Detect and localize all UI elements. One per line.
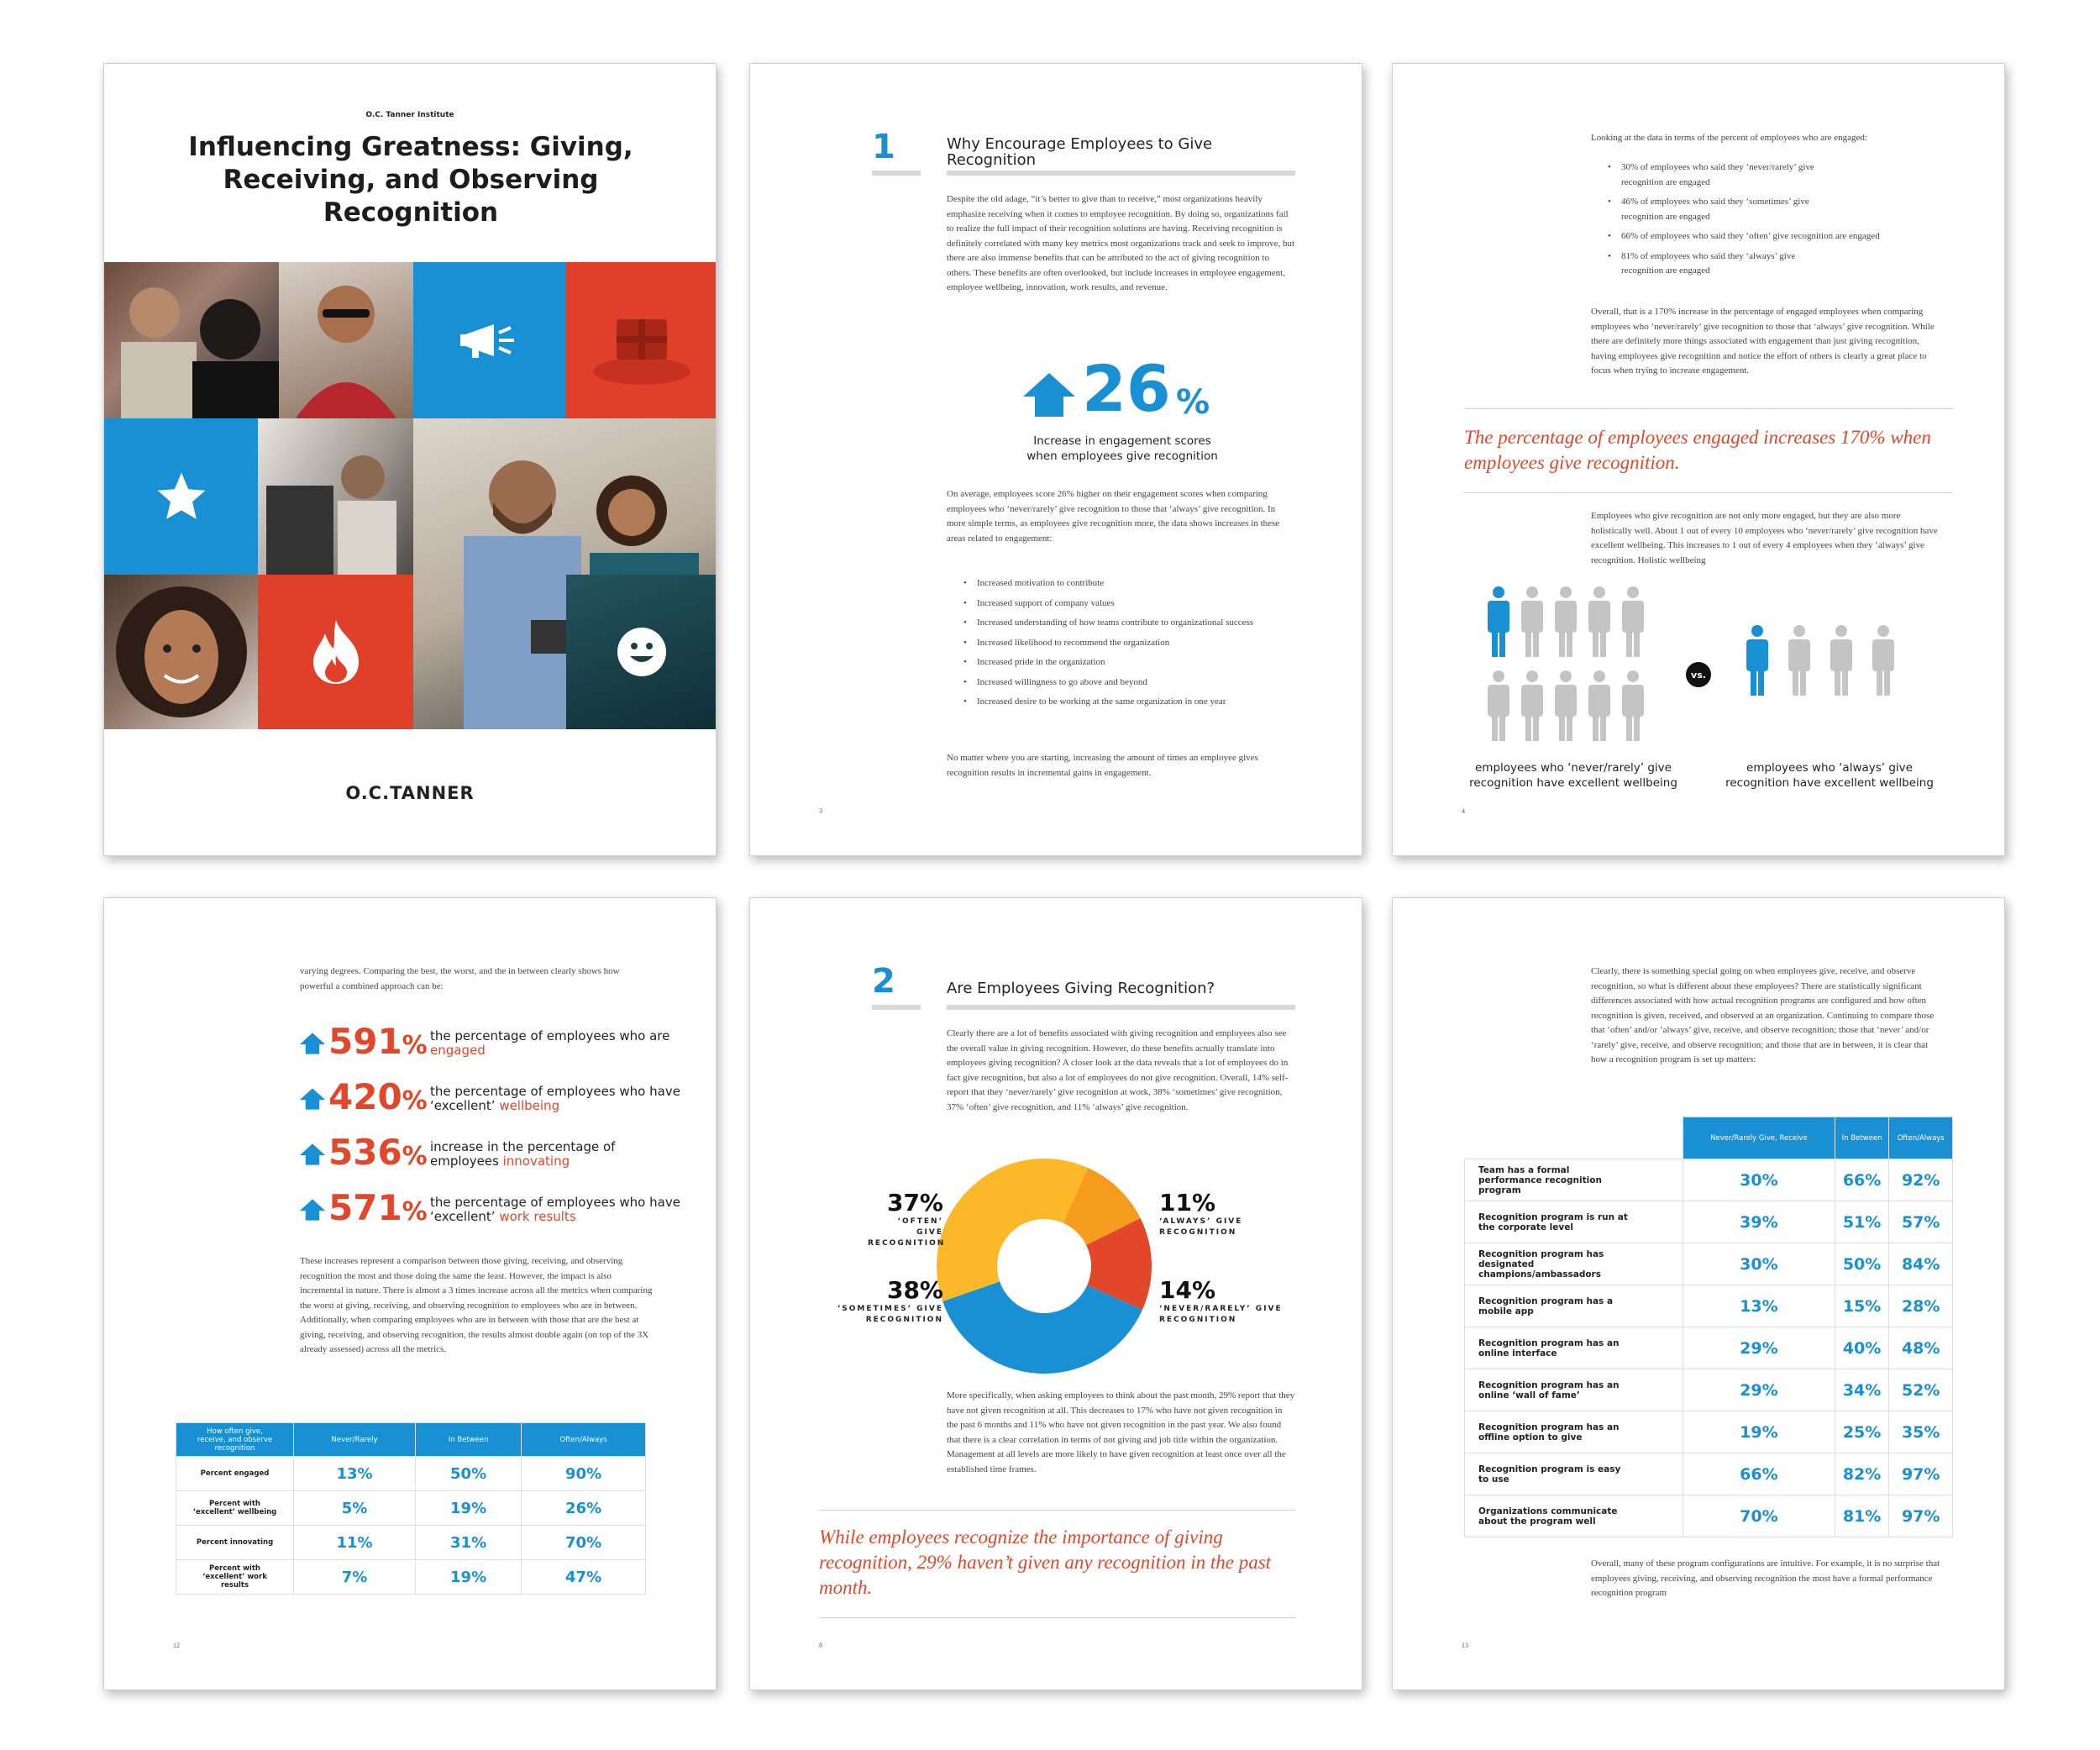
megaphone-icon xyxy=(460,319,519,361)
person-icon xyxy=(1488,586,1509,657)
list-item: • 46% of employees who said they ‘sometimes’ give recognition are engaged xyxy=(1608,195,1952,224)
table-cell: 29% xyxy=(1683,1327,1835,1369)
publisher: O.C. Tanner Institute xyxy=(365,111,454,119)
section-rule xyxy=(947,1005,1295,1010)
donut-label-never-rarely: 14% ‘NEVER/RARELY’ GIVE RECOGNITION xyxy=(1159,1276,1283,1324)
megaphone-tile xyxy=(413,262,566,418)
table-cell: 15% xyxy=(1835,1285,1889,1327)
table-row xyxy=(1465,1159,1953,1201)
caption-never-rarely: employees who ‘never/rarely’ give recognition have excellent wellbeing xyxy=(1469,761,1677,790)
recognition-frequency-table xyxy=(176,1422,646,1595)
intro-text: varying degrees. Comparing the best, the worst, and the in between clearly shows how powerful a combined approach can be: xyxy=(300,966,620,991)
vs-badge: vs. xyxy=(1686,662,1711,687)
person-icon xyxy=(1555,586,1577,657)
cover-title xyxy=(155,131,667,229)
list-item: • Increased understanding of how teams contribute to organizational success xyxy=(963,616,1299,631)
person-icon xyxy=(1555,670,1577,741)
up-arrow-icon xyxy=(1023,373,1075,417)
flame-icon xyxy=(308,618,364,686)
row-label: Team has a formal performance recognition program xyxy=(1465,1159,1683,1201)
person-icon xyxy=(1521,670,1543,741)
table-row xyxy=(1465,1495,1953,1537)
page-4 xyxy=(1392,63,2005,856)
row-label: Recognition program has an online ‘wall of fame’ xyxy=(1465,1369,1683,1411)
up-arrow-icon xyxy=(300,1143,325,1165)
table-row: Percent innovating 11% 31% 70% xyxy=(176,1526,646,1560)
person-icon xyxy=(1872,625,1894,696)
donut-label-always: 11% ‘ALWAYS’ GIVE RECOGNITION xyxy=(1159,1189,1243,1237)
section-title: Why Encourage Employees to Give Recognition xyxy=(947,135,1213,169)
title-line: Influencing Greatness: Giving, xyxy=(188,132,633,162)
person-icon xyxy=(1488,670,1509,741)
person-icon xyxy=(1788,625,1810,696)
table-row: Percent engaged 13% 50% 90% xyxy=(176,1457,646,1491)
person-icon xyxy=(1622,586,1644,657)
donut-slice xyxy=(937,1159,1088,1301)
list-item: • 30% of employees who said they ‘never/rarely’ give recognition are engaged xyxy=(1608,160,1952,190)
flame-tile xyxy=(258,575,413,729)
table-cell: 70% xyxy=(1683,1495,1835,1537)
stat-value: 26 xyxy=(1082,351,1171,426)
table-cell: 13% xyxy=(1683,1285,1835,1327)
section-number: 2 xyxy=(872,962,895,1001)
divider xyxy=(1464,408,1953,409)
list-item: • Increased willingness to go above and beyond xyxy=(963,675,1299,691)
paragraph-3: No matter where you are starting, increasing the amount of times an employee gives recognition results in incremental gains in engagement. xyxy=(947,753,1258,778)
list-item: • Increased desire to be working at the same organization in one year xyxy=(963,695,1299,710)
table-header: Never/Rarely xyxy=(294,1423,416,1457)
table-header: In Between xyxy=(1835,1117,1889,1159)
photo-smiling-man xyxy=(279,262,413,418)
page-8 xyxy=(749,897,1362,1690)
table-cell: 35% xyxy=(1889,1411,1953,1453)
list-item: • Increased support of company values xyxy=(963,596,1299,612)
page-12 xyxy=(103,897,717,1690)
page-13 xyxy=(1392,897,2005,1690)
table-cell: 30% xyxy=(1683,1159,1835,1201)
stat-value: 536% xyxy=(328,1132,428,1173)
stat-label: the percentage of employees who have ‘excellent’ work results xyxy=(430,1195,680,1224)
donut-label-often: 37% ‘OFTEN’ GIVE RECOGNITION xyxy=(868,1189,946,1248)
table-cell: 29% xyxy=(1683,1369,1835,1411)
stat-caption: Increase in engagement scores when employees give recognition xyxy=(1026,434,1218,463)
table-row xyxy=(1465,1411,1953,1453)
donut-label-sometimes: 38% ‘SOMETIMES’ GIVE RECOGNITION xyxy=(837,1276,943,1324)
person-icon xyxy=(1588,670,1610,741)
table-cell: 57% xyxy=(1889,1201,1953,1243)
person-icon xyxy=(1622,670,1644,741)
table-cell: 97% xyxy=(1889,1453,1953,1495)
people-graphic-never-rarely xyxy=(1485,586,1662,754)
page-3 xyxy=(749,63,1362,856)
table-row xyxy=(1465,1453,1953,1495)
row-label: Recognition program has a mobile app xyxy=(1465,1285,1683,1327)
table-header: In Between xyxy=(416,1423,522,1457)
stat-unit: % xyxy=(1176,383,1210,422)
table-cell: 19% xyxy=(1683,1411,1835,1453)
table-row xyxy=(1465,1327,1953,1369)
paragraph-2: More specifically, when asking employees to think about the past month, 29% report that they have not given recognition at all. This decreases to 17% who have not given recognition in the past 6 months and 11% who have not given recognition in the past year. We also found that there is a clear correlation in terms of not giving and job title within the organization. Management at all levels are more likely to have given recognition at least once over all the established time frames. xyxy=(947,1390,1295,1474)
person-icon xyxy=(1521,586,1543,657)
smiley-icon xyxy=(616,626,668,678)
table-cell: 48% xyxy=(1889,1327,1953,1369)
table-row xyxy=(1465,1201,1953,1243)
paragraph-2: Overall, that is a 170% increase in the percentage of engaged employees when comparing employees who ‘never/rarely’ give recognition to those that ‘always’ give recognition. While there are definitely more things associated with engagement than just giving recognition, having employees give recognition and notice the effort of others is clearly a great place to focus when trying to increase engagement. xyxy=(1591,307,1935,376)
up-arrow-icon xyxy=(300,1199,325,1221)
engagement-bullet-list xyxy=(963,576,1299,715)
paragraph: These increases represent a comparison between those giving, receiving, and observing recognition the most and those doing the same the least. However, the impact is also incremental in nature. There is almost a 3 times increase across all the metrics when comparing the worst at giving, receiving, and observing recognition to employees who are in between. Additionally, when comparing employees who are in between with those that are the best at giving, receiving, and observing recognition, the results almost double again (on top of the 3X already assessed) across all the metrics. xyxy=(300,1256,653,1354)
star-icon xyxy=(152,468,211,525)
table-cell: 40% xyxy=(1835,1327,1889,1369)
table-cell: 39% xyxy=(1683,1201,1835,1243)
section-rule xyxy=(872,171,921,176)
table-header-empty xyxy=(1465,1117,1683,1159)
title-line: Recognition xyxy=(323,197,499,228)
gift-tile xyxy=(566,262,717,418)
paragraph-3: Employees who give recognition are not only more engaged, but they are also more holistically well. About 1 out of every 10 employees who ‘never/rarely’ give recognition have excellent wellbeing. This increases to 1 out of every 4 employees when they ‘always’ give recognition. Holistic wellbeing xyxy=(1591,511,1938,565)
stat-value: 420% xyxy=(328,1076,428,1117)
stat-label: the percentage of employees who have ‘excellent’ wellbeing xyxy=(430,1084,680,1113)
recognition-donut-chart xyxy=(935,1157,1153,1375)
table-cell: 66% xyxy=(1683,1453,1835,1495)
caption-always: employees who ‘always’ give recognition have excellent wellbeing xyxy=(1725,761,1934,790)
table-cell: 28% xyxy=(1889,1285,1953,1327)
table-cell: 92% xyxy=(1889,1159,1953,1201)
table-cell: 25% xyxy=(1835,1411,1889,1453)
stat-value: 571% xyxy=(328,1187,428,1228)
company-logo: O.C.TANNER xyxy=(345,783,475,803)
table-cell: 84% xyxy=(1889,1243,1953,1285)
row-label: Recognition program has an online interface xyxy=(1465,1327,1683,1369)
cover-page xyxy=(103,63,717,856)
table-row xyxy=(1465,1243,1953,1285)
intro-paragraph: Clearly there are a lot of benefits associated with giving recognition and employees also see the overall value in giving recognition. However, do these benefits actually translate into employees giving recognition? A closer look at the data reveals that a lot of employees do in fact give recognition, but also a lot of employees do not give recognition. Overall, 14% self-report that they ‘never/rarely’ give recognition at work, 38% ‘sometimes’ give recognition, 37% ‘often’ give recognition, and 11% ‘always’ give recognition. xyxy=(947,1028,1289,1112)
pull-quote: While employees recognize the importance of giving recognition, 29% haven’t given any recognition in the past month. xyxy=(819,1527,1272,1598)
list-item: • Increased likelihood to recommend the organization xyxy=(963,636,1299,651)
table-cell: 81% xyxy=(1835,1495,1889,1537)
list-item: • Increased motivation to contribute xyxy=(963,576,1299,591)
stat-block xyxy=(1023,351,1233,426)
section-number: 1 xyxy=(872,128,895,166)
table-header: Often/Always xyxy=(522,1423,646,1457)
photo-woman xyxy=(104,575,258,729)
stat-label: increase in the percentage of employees innovating xyxy=(430,1139,616,1169)
up-arrow-icon xyxy=(300,1088,325,1110)
title-line: Receiving, and Observing xyxy=(223,165,599,195)
page-number: 12 xyxy=(173,1642,180,1649)
row-label: Recognition program is easy to use xyxy=(1465,1453,1683,1495)
photo-office xyxy=(258,418,413,575)
intro-paragraph: Despite the old adage, “it’s better to give than to receive,” most organizations heavily emphasize receiving when it comes to employee recognition. By doing so, organizations fail to realize the full impact of their recognition solutions are having. Receiving recognition is definitely correlated with many key metrics most organizations track and seek to improve, but there are also immense benefits that can be attributed to the act of giving recognition to others. These benefits are often overlooked, but include increases in employee engagement, employee wellbeing, innovation, work results, and revenue. xyxy=(947,194,1295,292)
stat-value: 591% xyxy=(328,1021,428,1062)
table-cell: 34% xyxy=(1835,1369,1889,1411)
table-row: Percent with ‘excellent’ work results 7% 19% 47% xyxy=(176,1560,646,1595)
engagement-percent-list xyxy=(1608,160,1952,284)
page-number: 4 xyxy=(1462,807,1465,815)
intro-text: Looking at the data in terms of the percent of employees who are engaged: xyxy=(1591,133,1867,143)
list-item: • 81% of employees who said they ‘always’ give recognition are engaged xyxy=(1608,250,1952,279)
row-label: Recognition program has designated champions/ambassadors xyxy=(1465,1243,1683,1285)
section-rule xyxy=(872,1005,921,1010)
stat-label: the percentage of employees who are engaged xyxy=(430,1028,670,1058)
page-number: 3 xyxy=(819,807,822,815)
table-row: Percent with ‘excellent’ wellbeing 5% 19% 26% xyxy=(176,1491,646,1526)
divider xyxy=(819,1617,1295,1618)
list-item: • Increased pride in the organization xyxy=(963,655,1299,670)
table-header: How often give, receive, and observe recognition xyxy=(176,1423,294,1457)
row-label: Recognition program has an offline option to give xyxy=(1465,1411,1683,1453)
table-cell: 82% xyxy=(1835,1453,1889,1495)
pull-quote: The percentage of employees engaged increases 170% when employees give recognition. xyxy=(1464,427,1931,473)
row-label: Organizations communicate about the program well xyxy=(1465,1495,1683,1537)
smiley-tile xyxy=(566,575,717,729)
table-cell: 51% xyxy=(1835,1201,1889,1243)
page-number: 8 xyxy=(819,1642,822,1649)
people-graphic-always xyxy=(1744,618,1920,711)
table-row xyxy=(1465,1369,1953,1411)
program-configuration-table xyxy=(1464,1117,1953,1537)
table-cell: 97% xyxy=(1889,1495,1953,1537)
cover-photo-grid xyxy=(104,262,717,733)
star-tile xyxy=(104,418,258,575)
table-row xyxy=(1465,1285,1953,1327)
section-title: Are Employees Giving Recognition? xyxy=(947,980,1215,997)
divider xyxy=(819,1510,1295,1511)
divider xyxy=(1464,492,1953,493)
table-cell: 52% xyxy=(1889,1369,1953,1411)
section-rule xyxy=(947,171,1295,176)
table-cell: 30% xyxy=(1683,1243,1835,1285)
paragraph-2: On average, employees score 26% higher on their engagement scores when comparing employees who ‘never/rarely’ give recognition to those that ‘always’ give recognition. In more simple terms, as employees give recognition more, the data shows increases in these areas related to engagement: xyxy=(947,489,1280,544)
up-arrow-icon xyxy=(300,1033,325,1054)
table-header: Never/Rarely Give, Receive xyxy=(1683,1117,1835,1159)
person-icon xyxy=(1746,625,1768,696)
outro-text: Overall, many of these program configurations are intuitive. For example, it is no surprise that employees giving, receiving, and observing recognition the most have a formal performance recognition program xyxy=(1591,1558,1940,1598)
person-icon xyxy=(1588,586,1610,657)
table-cell: 66% xyxy=(1835,1159,1889,1201)
photo-team xyxy=(104,262,279,418)
person-icon xyxy=(1830,625,1852,696)
intro-text: Clearly, there is something special going on when employees give, receive, and observe recognition, so what is different about these employees? There are statistically significant differences associated with how actual recognition programs are configured and how often recognition is given, received, and observed at an organization. Continuing to compare those that ‘often’ and/or ‘always’ give, receive, and observe recognition; those that ‘never’ and/or ‘rarely’ give, receive, and observe recognition; and those that are in between, it is clear that how a recognition program is set up matters: xyxy=(1591,966,1935,1064)
page-number: 13 xyxy=(1462,1642,1468,1649)
table-header: Often/Always xyxy=(1889,1117,1953,1159)
row-label: Recognition program is run at the corporate level xyxy=(1465,1201,1683,1243)
table-cell: 50% xyxy=(1835,1243,1889,1285)
list-item: • 66% of employees who said they ‘often’ give recognition are engaged xyxy=(1608,229,1952,244)
